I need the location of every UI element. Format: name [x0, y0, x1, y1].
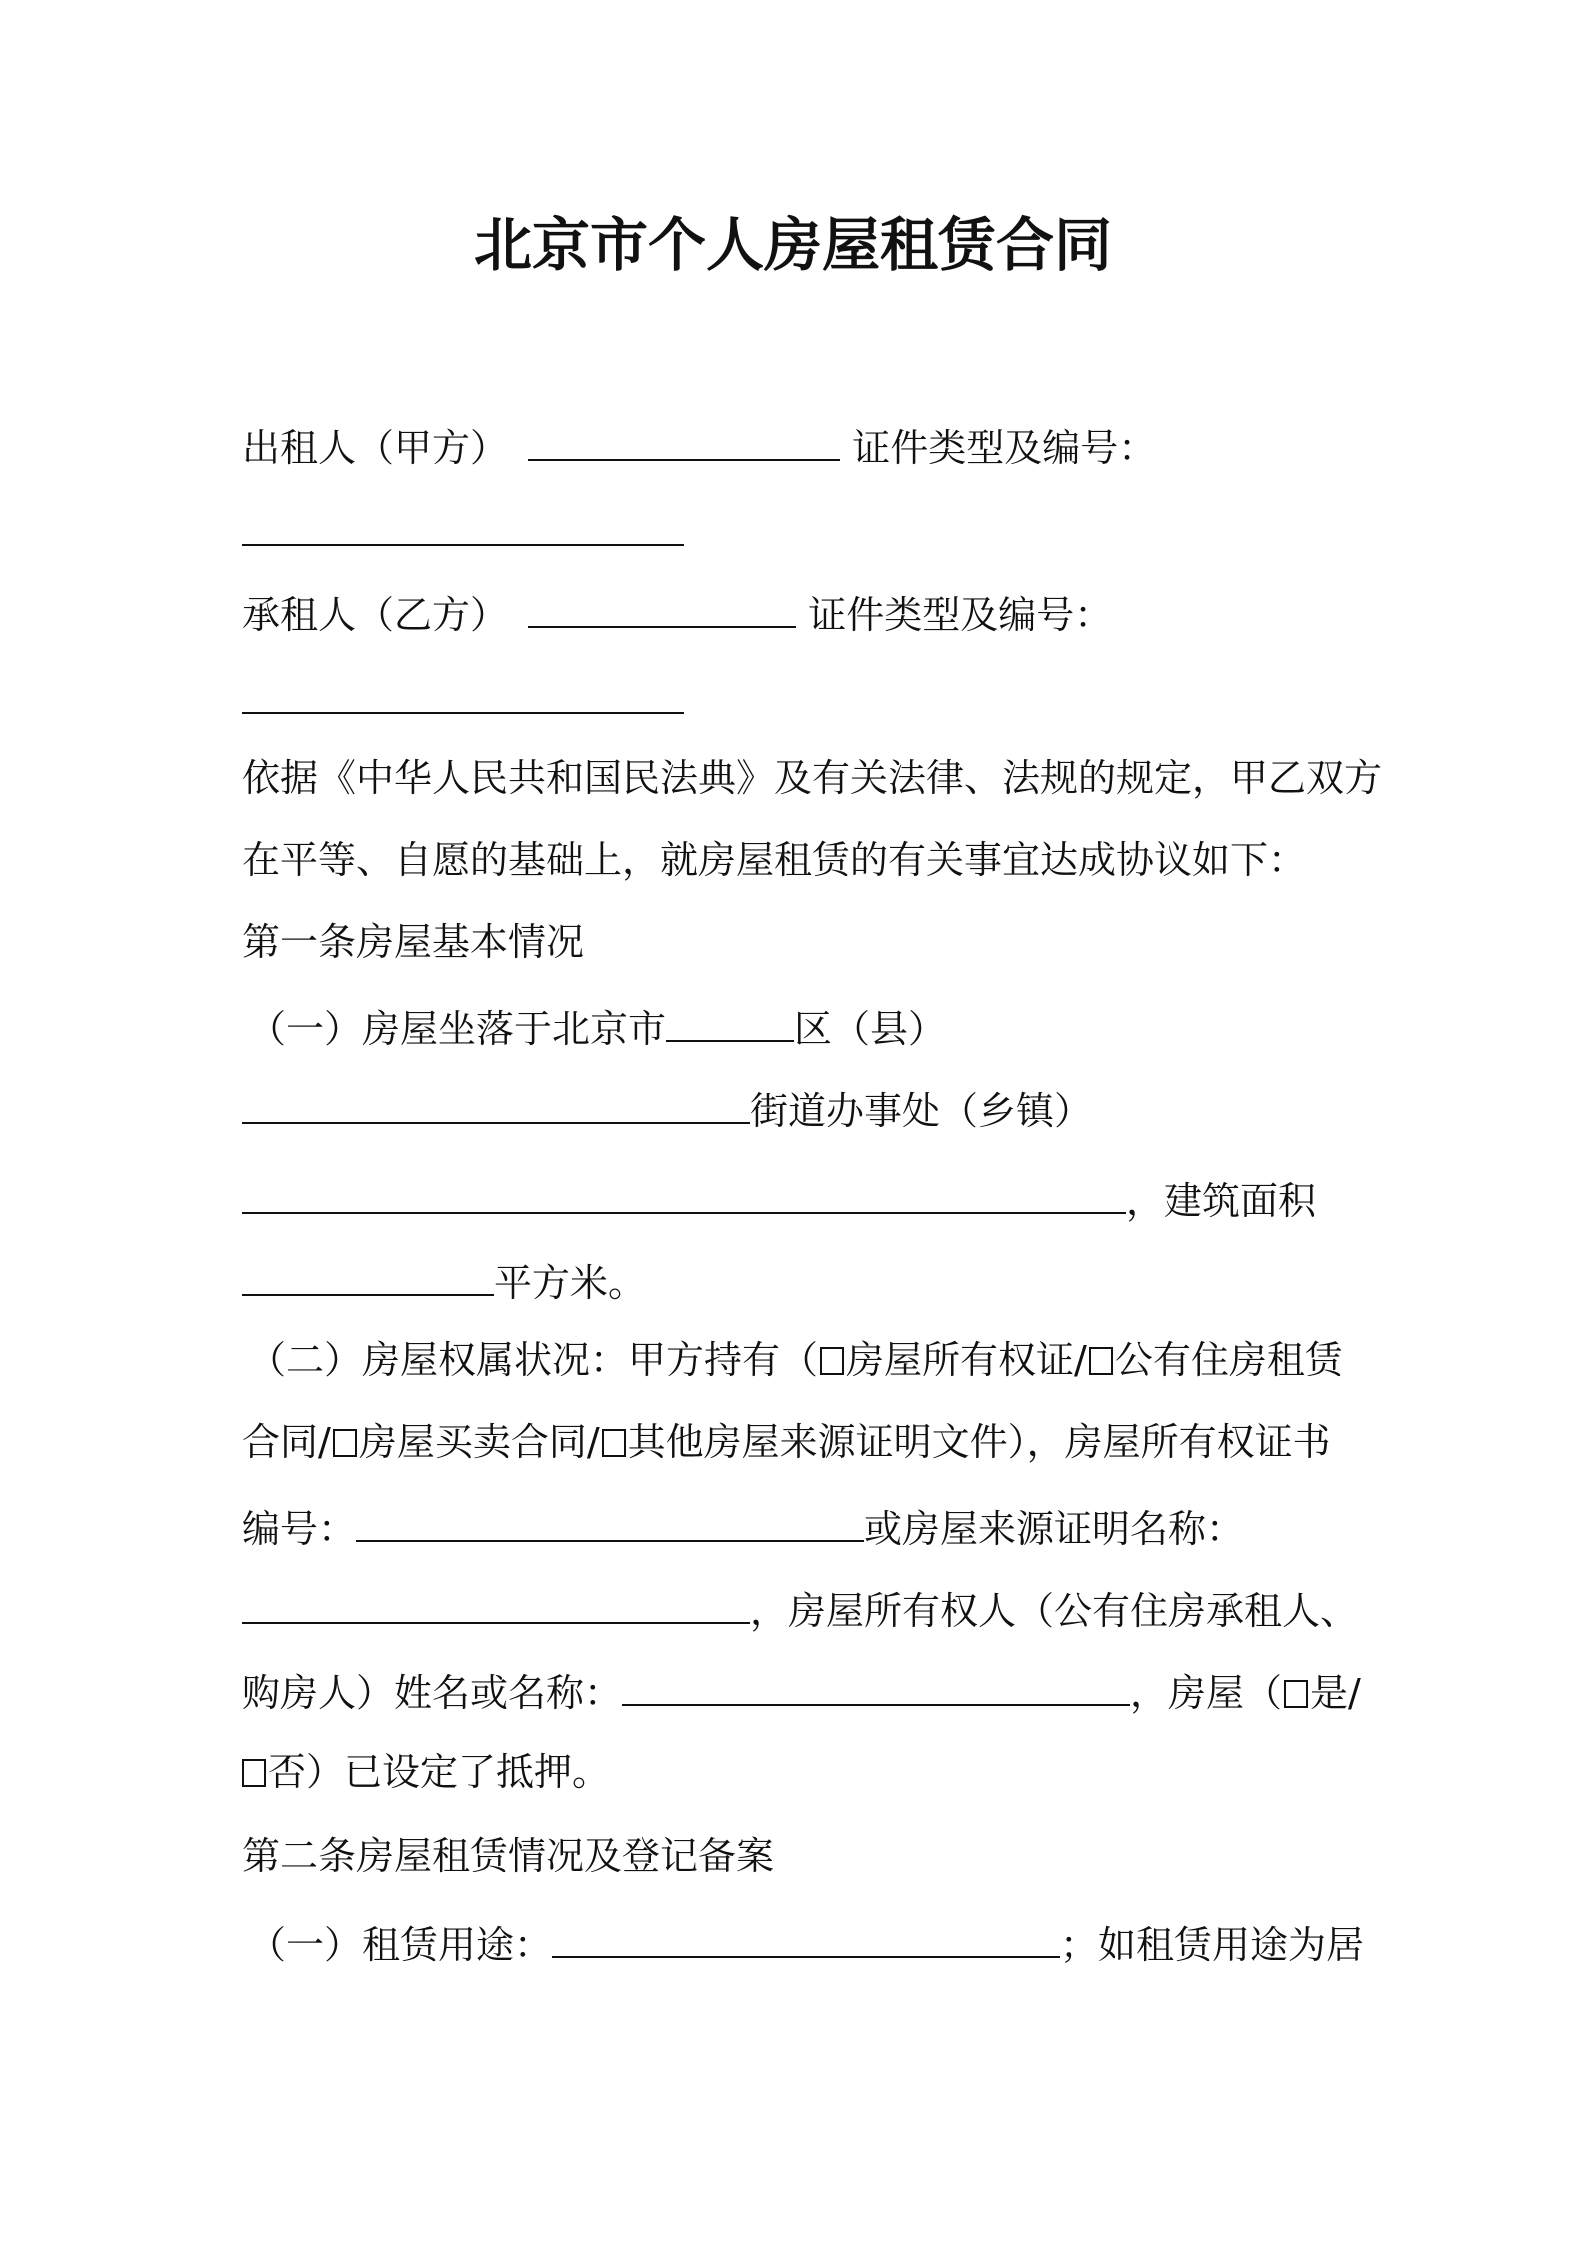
usage-label: （一）租赁用途：	[248, 1923, 553, 1967]
lessee-name-blank[interactable]	[528, 582, 796, 628]
lessor-name-blank[interactable]	[528, 415, 840, 461]
preamble-line-1: 依据《中华人民共和国民法典》及有关法律、法规的规定，甲乙双方	[242, 756, 1383, 800]
lessor-label: 出租人（甲方）	[242, 426, 509, 470]
article1-item2-line1	[248, 1332, 1343, 1388]
item1-prefix: （一）房屋坐落于北京市	[248, 1007, 667, 1051]
lessor-id-blank[interactable]	[242, 500, 684, 546]
article2-heading: 第二条房屋租赁情况及登记备案	[242, 1834, 775, 1878]
street-label: 街道办事处（乡镇）	[750, 1089, 1093, 1133]
lessor-line	[242, 415, 1156, 476]
contract-label: 合同/	[242, 1420, 331, 1464]
document-title: 北京市个人房屋租赁合同	[473, 211, 1112, 279]
checkbox-ownership-cert[interactable]	[820, 1347, 844, 1375]
cert-number-blank[interactable]	[356, 1496, 864, 1542]
article1-item2-line2	[242, 1414, 1331, 1470]
owner-name-label: 购房人）姓名或名称：	[242, 1671, 623, 1715]
source-name-label: 或房屋来源证明名称：	[864, 1507, 1245, 1551]
article1-item1-line4	[242, 1250, 646, 1311]
lessee-line	[242, 582, 1112, 643]
district-label: 区（县）	[794, 1007, 947, 1051]
mortgage-prefix: ，房屋（	[1130, 1671, 1283, 1715]
lessor-id-line	[242, 500, 684, 561]
checkbox-mortgage-yes[interactable]	[1284, 1680, 1308, 1708]
article1-item2-line6	[242, 1744, 610, 1800]
street-blank[interactable]	[242, 1078, 750, 1124]
district-blank[interactable]	[666, 996, 794, 1042]
checkbox-mortgage-no[interactable]	[242, 1759, 266, 1787]
preamble-line-2: 在平等、自愿的基础上，就房屋租赁的有关事宜达成协议如下：	[242, 838, 1307, 882]
source-name-blank[interactable]	[242, 1578, 750, 1624]
address-blank[interactable]	[242, 1168, 1126, 1214]
article1-item1-line3	[242, 1168, 1316, 1229]
lessee-id-blank[interactable]	[242, 668, 684, 714]
area-blank[interactable]	[242, 1250, 494, 1296]
article1-item1-line2	[242, 1078, 1092, 1139]
option-ownership-cert: 房屋所有权证/	[846, 1338, 1087, 1382]
article1-item2-line3	[242, 1496, 1244, 1557]
article1-heading: 第一条房屋基本情况	[242, 920, 585, 964]
lessee-label: 承租人（乙方）	[242, 593, 509, 637]
article1-item2-line4	[242, 1578, 1358, 1639]
article2-item1-line1	[248, 1912, 1364, 1973]
lessee-id-label: 证件类型及编号：	[808, 593, 1113, 637]
article1-item1-line1	[248, 996, 946, 1057]
option-mortgage-yes: 是/	[1310, 1671, 1361, 1715]
usage-blank[interactable]	[552, 1912, 1060, 1958]
cert-number-label: 编号：	[242, 1507, 357, 1551]
area-unit: 平方米。	[494, 1261, 647, 1305]
option-purchase-contract: 房屋买卖合同/	[358, 1420, 600, 1464]
lessee-id-line	[242, 668, 684, 729]
lessor-id-label: 证件类型及编号：	[852, 426, 1157, 470]
checkbox-other-docs[interactable]	[602, 1429, 626, 1457]
checkbox-public-housing[interactable]	[1089, 1347, 1113, 1375]
option-mortgage-no: 否）已设定了抵押。	[268, 1750, 611, 1794]
option-public-housing: 公有住房租赁	[1114, 1338, 1343, 1382]
area-label: ，建筑面积	[1126, 1179, 1317, 1223]
article1-item2-line5	[242, 1660, 1361, 1721]
owner-name-blank[interactable]	[622, 1660, 1130, 1706]
owner-label: ，房屋所有权人（公有住房承租人、	[750, 1589, 1359, 1633]
option-other-docs: 其他房屋来源证明文件），房屋所有权证书	[627, 1420, 1331, 1464]
checkbox-purchase-contract[interactable]	[333, 1429, 357, 1457]
usage-suffix: ；如租赁用途为居	[1060, 1923, 1365, 1967]
ownership-prefix: （二）房屋权属状况：甲方持有（	[248, 1338, 819, 1382]
